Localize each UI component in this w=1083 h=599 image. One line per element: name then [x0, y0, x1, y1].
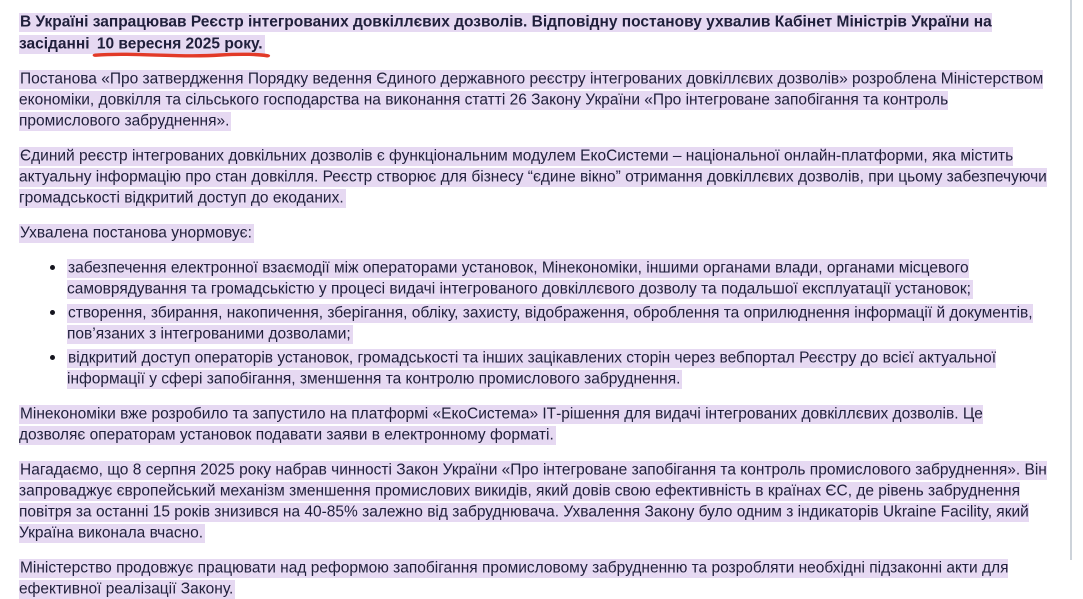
list-item	[67, 257, 1053, 299]
headline	[19, 11, 1053, 55]
list-intro	[19, 222, 1053, 243]
list-intro-text: Ухвалена постанова унормовує:	[20, 224, 252, 241]
headline-date	[96, 35, 265, 54]
list-item	[67, 302, 1053, 344]
paragraph	[19, 145, 1053, 208]
list-item-text: відкритий доступ операторів установок, громадськості та інших зацікавлених сторін через вебпортал Реєстру до всієї актуальної інформації у сфері запобігання, зменшення та контролю промислового забруднення.	[67, 349, 997, 387]
paragraph	[19, 68, 1053, 131]
paragraph	[19, 403, 1053, 445]
page-right-border	[1070, 0, 1072, 560]
paragraph-text: Мінекономіки вже розробило та запустило на платформі «ЕкоСистема» ІТ-рішення для видачі інтегрованих довкіллєвих дозволів. Це дозволяє операторам установок подавати заяви в електронному форматі.	[19, 405, 983, 443]
list-item	[67, 347, 1053, 389]
paragraph	[19, 557, 1053, 599]
headline-text: В Україні запрацював Реєстр інтегрованих довкіллєвих дозволів. Відповідну постанову ухвалив Кабінет Міністрів України на засіданні	[19, 13, 992, 52]
paragraph-text: Єдиний реєстр інтегрованих довкільних дозволів є функціональним модулем ЕкоСистеми – національної онлайн-платформи, яка містить актуальну інформацію про стан довкілля. Реєстр створює для бізнесу “єдине вікно” отримання довкіллєвих дозволів, при цьому забезпечуючи громадськості відкритий доступ до екоданих.	[19, 147, 1047, 206]
paragraph-text: Постанова «Про затвердження Порядку ведення Єдиного державного реєстру інтегрованих довкіллєвих дозволів» розроблена Міністерством економіки, довкілля та сільського господарства на виконання статті 26 Закону України «Про інтегроване запобігання та контроль промислового забруднення».	[19, 70, 1044, 129]
headline-date-text: 10 вересня 2025 року.	[96, 35, 263, 52]
paragraph-text: Міністерство продовжує працювати над реформою запобігання промисловому забрудненню та розробляти необхідні підзаконні акти для ефективної реалізації Закону.	[19, 559, 1009, 597]
list-item-text: забезпечення електронної взаємодії між операторами установок, Мінекономіки, іншими органами влади, органами місцевого самоврядування та громадськістю у процесі видачі інтегрованого довкіллєвого дозволу та подальшої експлуатації установок;	[67, 259, 971, 297]
paragraph-text: Нагадаємо, що 8 серпня 2025 року набрав чинності Закон України «Про інтегроване запобігання та контроль промислового забруднення». Він запроваджує європейський механізм зменшення промислових викидів, який довів свою ефективність в країнах ЄС, де рівень забруднення повітря за останні 15 років знизився на 40-85% залежно від забруднювача. Ухвалення Закону було одним з індикаторів Ukraine Facility, який Україна виконала вчасно.	[19, 461, 1047, 541]
paragraph	[19, 459, 1053, 543]
bullet-list	[19, 257, 1053, 389]
list-item-text: створення, збирання, накопичення, зберігання, обліку, захисту, відображення, оброблення та оприлюднення інформації й документів, пов’язаних з інтегрованими дозволами;	[67, 304, 1033, 342]
